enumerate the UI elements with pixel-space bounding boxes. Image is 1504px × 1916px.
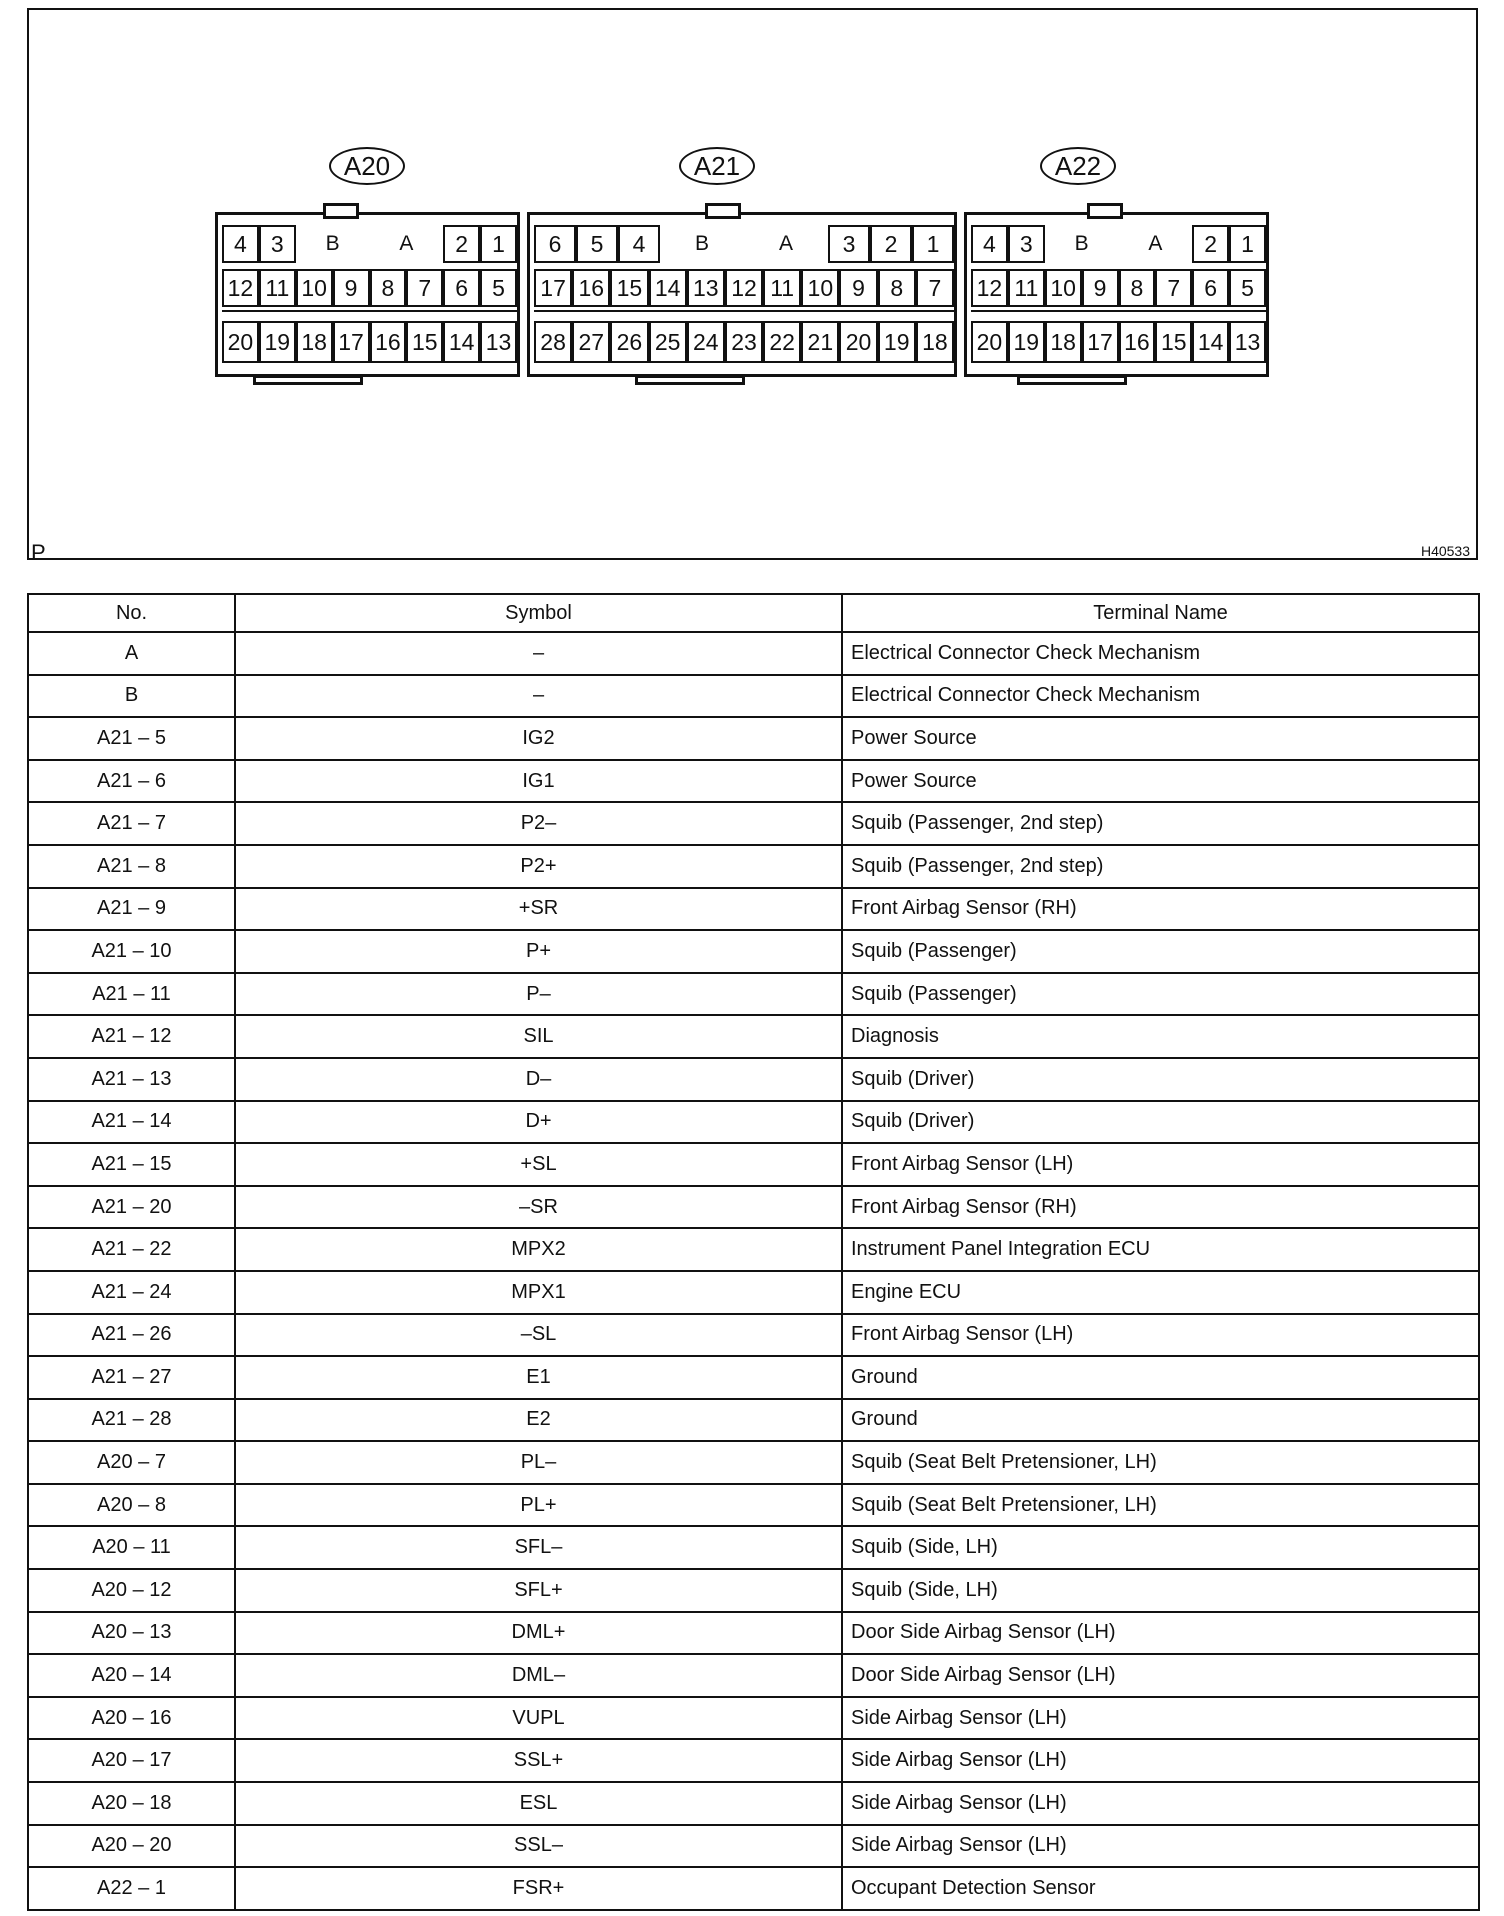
cell-symbol: VUPL	[235, 1697, 842, 1740]
pin-13: 13	[687, 269, 725, 307]
latch-top	[1087, 203, 1123, 219]
pin-7: 7	[1155, 269, 1192, 307]
cell-symbol: SIL	[235, 1015, 842, 1058]
pin-15: 15	[1155, 321, 1192, 363]
table-row	[28, 1271, 1479, 1314]
pin-23: 23	[725, 321, 763, 363]
cell-terminal-name: Electrical Connector Check Mechanism	[842, 632, 1479, 675]
cell-terminal-name: Instrument Panel Integration ECU	[842, 1228, 1479, 1271]
divider	[222, 310, 517, 312]
pin-21: 21	[801, 321, 839, 363]
cell-symbol: ESL	[235, 1782, 842, 1825]
latch-top	[705, 203, 741, 219]
cell-terminal-name: Squib (Seat Belt Pretensioner, LH)	[842, 1484, 1479, 1527]
table-row	[28, 1612, 1479, 1655]
cell-no: A20 – 14	[28, 1654, 235, 1697]
cell-symbol: SSL+	[235, 1739, 842, 1782]
cell-no: A21 – 28	[28, 1399, 235, 1442]
pin-17: 17	[333, 321, 370, 363]
cell-no: A21 – 8	[28, 845, 235, 888]
cell-no: A20 – 17	[28, 1739, 235, 1782]
pin-5: 5	[1229, 269, 1266, 307]
pin-14: 14	[443, 321, 480, 363]
cell-symbol: –SL	[235, 1314, 842, 1357]
cell-symbol: +SR	[235, 888, 842, 931]
pin-6: 6	[443, 269, 480, 307]
cell-terminal-name: Engine ECU	[842, 1271, 1479, 1314]
table-row	[28, 1654, 1479, 1697]
cell-terminal-name: Squib (Side, LH)	[842, 1526, 1479, 1569]
pin-1: 1	[1229, 225, 1266, 263]
table-row	[28, 802, 1479, 845]
cell-symbol: E1	[235, 1356, 842, 1399]
pin-18: 18	[1045, 321, 1082, 363]
table-row	[28, 1441, 1479, 1484]
cell-terminal-name: Power Source	[842, 760, 1479, 803]
pin-19: 19	[878, 321, 916, 363]
cell-no: A21 – 6	[28, 760, 235, 803]
latch-bottom	[635, 375, 745, 385]
pin-26: 26	[610, 321, 648, 363]
cell-terminal-name: Front Airbag Sensor (LH)	[842, 1143, 1479, 1186]
pin-16: 16	[1119, 321, 1156, 363]
table-row	[28, 1484, 1479, 1527]
table-row	[28, 675, 1479, 718]
cell-terminal-name: Occupant Detection Sensor	[842, 1867, 1479, 1910]
cell-symbol: DML+	[235, 1612, 842, 1655]
cell-terminal-name: Squib (Passenger, 2nd step)	[842, 802, 1479, 845]
pin-6: 6	[534, 225, 576, 263]
pin-15: 15	[610, 269, 648, 307]
pin-13: 13	[480, 321, 517, 363]
pin-27: 27	[572, 321, 610, 363]
table-row	[28, 1526, 1479, 1569]
pin-5: 5	[576, 225, 618, 263]
table-row	[28, 1739, 1479, 1782]
pin-9: 9	[1082, 269, 1119, 307]
pin-19: 19	[1008, 321, 1045, 363]
cell-no: A21 – 7	[28, 802, 235, 845]
cell-no: A21 – 20	[28, 1186, 235, 1229]
cell-terminal-name: Squib (Passenger, 2nd step)	[842, 845, 1479, 888]
cell-symbol: IG2	[235, 717, 842, 760]
cell-symbol: E2	[235, 1399, 842, 1442]
pin-3: 3	[259, 225, 296, 263]
pin-4: 4	[618, 225, 660, 263]
check-mechanism-b: B	[1074, 232, 1089, 255]
connector-a21	[527, 212, 957, 377]
pin-4: 4	[971, 225, 1008, 263]
connector-a22	[964, 212, 1269, 377]
cell-symbol: –	[235, 632, 842, 675]
table-row	[28, 888, 1479, 931]
check-mechanism-a: A	[778, 232, 793, 255]
cell-terminal-name: Ground	[842, 1356, 1479, 1399]
pin-15: 15	[406, 321, 443, 363]
cell-symbol: MPX1	[235, 1271, 842, 1314]
pin-1: 1	[480, 225, 517, 263]
cell-symbol: PL+	[235, 1484, 842, 1527]
pin-10: 10	[801, 269, 839, 307]
cell-symbol: DML–	[235, 1654, 842, 1697]
cell-no: A	[28, 632, 235, 675]
table-row	[28, 1782, 1479, 1825]
check-mechanism-a: A	[399, 232, 414, 255]
pin-16: 16	[370, 321, 407, 363]
cell-no: A21 – 14	[28, 1101, 235, 1144]
cell-no: A20 – 13	[28, 1612, 235, 1655]
cell-no: A20 – 11	[28, 1526, 235, 1569]
pin-11: 11	[1008, 269, 1045, 307]
pin-8: 8	[370, 269, 407, 307]
check-mechanism-b: B	[325, 232, 340, 255]
table-row	[28, 1356, 1479, 1399]
pin-12: 12	[971, 269, 1008, 307]
cell-terminal-name: Front Airbag Sensor (LH)	[842, 1314, 1479, 1357]
cell-no: A20 – 7	[28, 1441, 235, 1484]
cell-symbol: +SL	[235, 1143, 842, 1186]
cell-symbol: MPX2	[235, 1228, 842, 1271]
cell-terminal-name: Side Airbag Sensor (LH)	[842, 1697, 1479, 1740]
table-row	[28, 1867, 1479, 1910]
cell-no: A21 – 5	[28, 717, 235, 760]
cell-no: A20 – 12	[28, 1569, 235, 1612]
cell-terminal-name: Side Airbag Sensor (LH)	[842, 1739, 1479, 1782]
figure-corner-letter: P	[31, 540, 46, 565]
table-row	[28, 1015, 1479, 1058]
pin-2: 2	[870, 225, 912, 263]
table-row	[28, 930, 1479, 973]
pin-18: 18	[916, 321, 954, 363]
pin-25: 25	[649, 321, 687, 363]
cell-terminal-name: Electrical Connector Check Mechanism	[842, 675, 1479, 718]
cell-no: A20 – 8	[28, 1484, 235, 1527]
pin-8: 8	[878, 269, 916, 307]
pin-16: 16	[572, 269, 610, 307]
table-header-row	[28, 594, 1479, 632]
latch-top	[323, 203, 359, 219]
cell-no: A20 – 18	[28, 1782, 235, 1825]
table-row	[28, 1143, 1479, 1186]
pin-4: 4	[222, 225, 259, 263]
cell-no: A21 – 26	[28, 1314, 235, 1357]
pin-10: 10	[296, 269, 333, 307]
pin-14: 14	[1192, 321, 1229, 363]
table-row	[28, 1697, 1479, 1740]
table-row	[28, 1314, 1479, 1357]
pin-6: 6	[1192, 269, 1229, 307]
cell-symbol: PL–	[235, 1441, 842, 1484]
cell-terminal-name: Front Airbag Sensor (RH)	[842, 888, 1479, 931]
divider	[534, 310, 954, 312]
cell-no: A21 – 27	[28, 1356, 235, 1399]
pin-18: 18	[296, 321, 333, 363]
pin-20: 20	[971, 321, 1008, 363]
cell-symbol: –SR	[235, 1186, 842, 1229]
cell-no: A21 – 22	[28, 1228, 235, 1271]
connector-diagram	[27, 8, 1478, 565]
cell-no: A21 – 9	[28, 888, 235, 931]
pin-22: 22	[763, 321, 801, 363]
table-row	[28, 845, 1479, 888]
pin-5: 5	[480, 269, 517, 307]
table-row	[28, 1058, 1479, 1101]
pin-12: 12	[725, 269, 763, 307]
pin-13: 13	[1229, 321, 1266, 363]
cell-terminal-name: Power Source	[842, 717, 1479, 760]
cell-no: A21 – 11	[28, 973, 235, 1016]
pin-10: 10	[1045, 269, 1082, 307]
cell-terminal-name: Squib (Side, LH)	[842, 1569, 1479, 1612]
cell-terminal-name: Door Side Airbag Sensor (LH)	[842, 1654, 1479, 1697]
table-row	[28, 632, 1479, 675]
cell-no: A21 – 13	[28, 1058, 235, 1101]
cell-symbol: SFL–	[235, 1526, 842, 1569]
cell-symbol: D+	[235, 1101, 842, 1144]
header-terminal-name: Terminal Name	[842, 594, 1479, 632]
cell-symbol: –	[235, 675, 842, 718]
pin-12: 12	[222, 269, 259, 307]
pin-3: 3	[1008, 225, 1045, 263]
latch-bottom	[253, 375, 363, 385]
pin-7: 7	[406, 269, 443, 307]
cell-symbol: P2–	[235, 802, 842, 845]
figure-code: H40533	[1420, 543, 1470, 559]
pin-1: 1	[912, 225, 954, 263]
pin-9: 9	[333, 269, 370, 307]
connector-label-a20: A20	[329, 147, 405, 185]
cell-no: A21 – 12	[28, 1015, 235, 1058]
cell-terminal-name: Squib (Passenger)	[842, 930, 1479, 973]
pin-11: 11	[763, 269, 801, 307]
cell-no: A21 – 10	[28, 930, 235, 973]
connector-a20	[215, 212, 520, 377]
pin-28: 28	[534, 321, 572, 363]
check-mechanism-b: B	[694, 232, 709, 255]
pin-20: 20	[839, 321, 877, 363]
cell-no: A20 – 16	[28, 1697, 235, 1740]
pin-3: 3	[828, 225, 870, 263]
cell-no: A22 – 1	[28, 1867, 235, 1910]
cell-symbol: P2+	[235, 845, 842, 888]
cell-symbol: P+	[235, 930, 842, 973]
cell-terminal-name: Front Airbag Sensor (RH)	[842, 1186, 1479, 1229]
cell-terminal-name: Door Side Airbag Sensor (LH)	[842, 1612, 1479, 1655]
pin-17: 17	[1082, 321, 1119, 363]
table-row	[28, 717, 1479, 760]
cell-terminal-name: Squib (Passenger)	[842, 973, 1479, 1016]
cell-terminal-name: Ground	[842, 1399, 1479, 1442]
header-no: No.	[28, 594, 235, 632]
pin-8: 8	[1119, 269, 1156, 307]
pin-17: 17	[534, 269, 572, 307]
header-symbol: Symbol	[235, 594, 842, 632]
cell-no: A21 – 15	[28, 1143, 235, 1186]
cell-no: A20 – 20	[28, 1825, 235, 1868]
cell-symbol: P–	[235, 973, 842, 1016]
pin-9: 9	[839, 269, 877, 307]
pin-24: 24	[687, 321, 725, 363]
pin-19: 19	[259, 321, 296, 363]
cell-terminal-name: Squib (Seat Belt Pretensioner, LH)	[842, 1441, 1479, 1484]
cell-terminal-name: Side Airbag Sensor (LH)	[842, 1825, 1479, 1868]
table-row	[28, 1186, 1479, 1229]
divider	[971, 310, 1266, 312]
pin-14: 14	[649, 269, 687, 307]
cell-no: B	[28, 675, 235, 718]
table-row	[28, 973, 1479, 1016]
pin-20: 20	[222, 321, 259, 363]
table-row	[28, 1825, 1479, 1868]
connector-label-a21: A21	[679, 147, 755, 185]
pin-7: 7	[916, 269, 954, 307]
table-row	[28, 1101, 1479, 1144]
cell-terminal-name: Squib (Driver)	[842, 1058, 1479, 1101]
cell-terminal-name: Squib (Driver)	[842, 1101, 1479, 1144]
pin-11: 11	[259, 269, 296, 307]
cell-symbol: IG1	[235, 760, 842, 803]
table-row	[28, 1399, 1479, 1442]
pin-2: 2	[1192, 225, 1229, 263]
terminal-table	[27, 593, 1480, 1911]
table-row	[28, 1569, 1479, 1612]
cell-terminal-name: Diagnosis	[842, 1015, 1479, 1058]
cell-no: A21 – 24	[28, 1271, 235, 1314]
cell-symbol: D–	[235, 1058, 842, 1101]
table-row	[28, 1228, 1479, 1271]
cell-symbol: SFL+	[235, 1569, 842, 1612]
cell-symbol: FSR+	[235, 1867, 842, 1910]
cell-symbol: SSL–	[235, 1825, 842, 1868]
cell-terminal-name: Side Airbag Sensor (LH)	[842, 1782, 1479, 1825]
table-row	[28, 760, 1479, 803]
connector-label-a22: A22	[1040, 147, 1116, 185]
pin-2: 2	[443, 225, 480, 263]
latch-bottom	[1017, 375, 1127, 385]
check-mechanism-a: A	[1148, 232, 1163, 255]
